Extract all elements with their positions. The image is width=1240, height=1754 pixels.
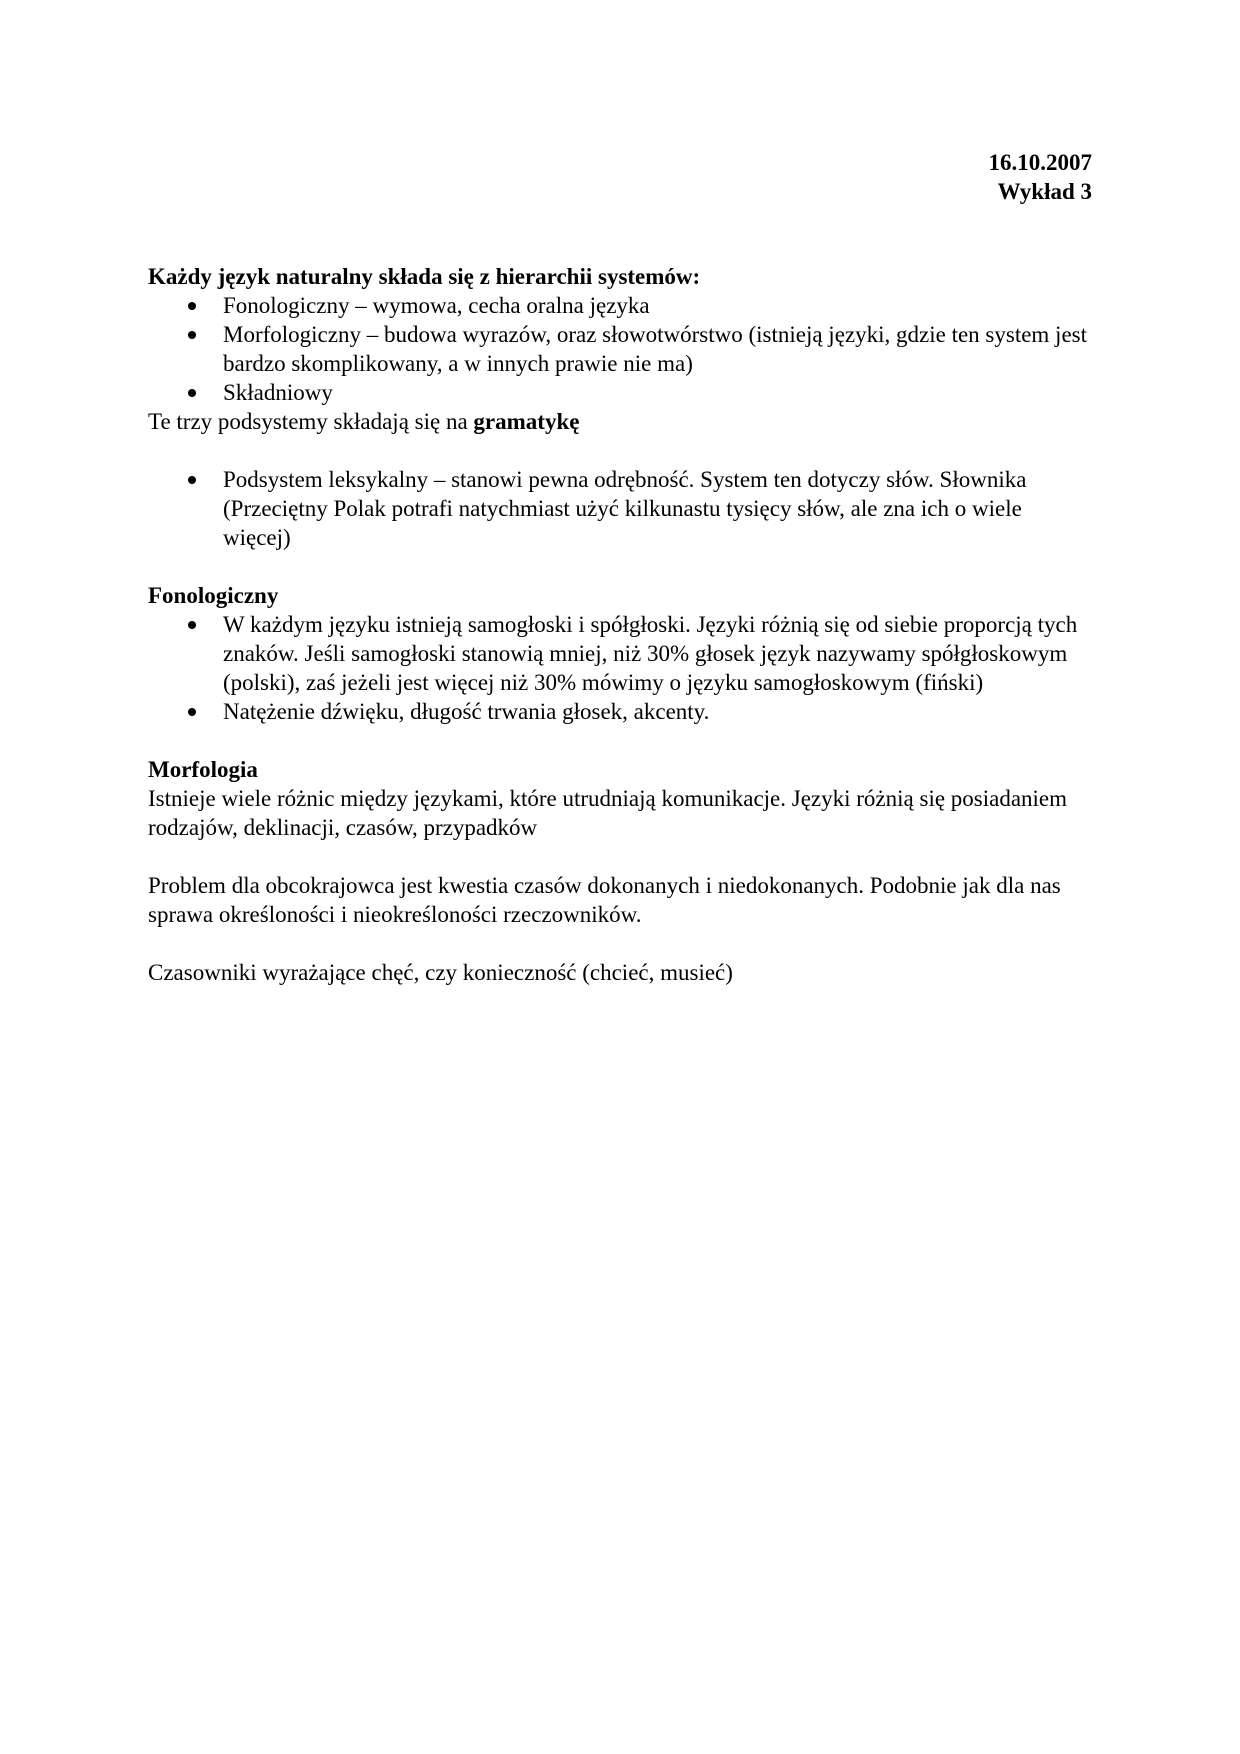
section-heading-phonology: Fonologiczny — [148, 583, 279, 608]
list-item: Natężenie dźwięku, długość trwania głosek, akcenty. — [148, 697, 1088, 726]
lexical-list — [148, 465, 1088, 552]
bullet-icon — [188, 389, 196, 397]
phonology-list — [148, 610, 1088, 726]
section-heading-morphology: Morfologia — [148, 757, 258, 782]
systems-list — [148, 291, 1088, 407]
grammar-summary: Te trzy podsystemy składają się na gramatykę — [148, 409, 580, 434]
bullet-icon — [188, 621, 196, 629]
date-label: 16.10.2007 — [988, 150, 1092, 175]
bullet-icon — [188, 302, 196, 310]
lecture-label: Wykład 3 — [997, 179, 1092, 204]
list-item: Składniowy — [148, 378, 1088, 407]
list-item: Morfologiczny – budowa wyrazów, oraz słowotwórstwo (istnieją języki, gdzie ten system jest bardzo skomplikowany, a w innych prawie nie ma) — [148, 320, 1088, 378]
list-item: Fonologiczny – wymowa, cecha oralna języka — [148, 291, 1088, 320]
morphology-paragraph-1: Istnieje wiele różnic między językami, które utrudniają komunikacje. Języki różnią się posiadaniem rodzajów, deklinacji, czasów, przypadków — [148, 786, 1068, 840]
list-item: W każdym języku istnieją samogłoski i spółgłoski. Języki różnią się od siebie proporcją tych znaków. Jeśli samogłoski stanowią mniej, niż 30% głosek język nazywamy spółgłoskowym (polski), zaś jeżeli jest więcej niż 30% mówimy o języku samogłoskowym (fiński) — [148, 610, 1088, 697]
morphology-paragraph-2: Problem dla obcokrajowca jest kwestia czasów dokonanych i niedokonanych. Podobnie jak dla nas sprawa określoności i nieokreśloności rzeczowników. — [148, 873, 1061, 927]
bullet-icon — [188, 331, 196, 339]
document-body — [148, 262, 1088, 987]
section-heading-systems: Każdy język naturalny składa się z hierarchii systemów: — [148, 264, 701, 289]
page-header — [989, 148, 1093, 206]
bullet-icon — [188, 476, 196, 484]
list-item: Podsystem leksykalny – stanowi pewna odrębność. System ten dotyczy słów. Słownika (Przeciętny Polak potrafi natychmiast użyć kilkunastu tysięcy słów, ale zna ich o wiele więcej) — [148, 465, 1088, 552]
bullet-icon — [188, 708, 196, 716]
morphology-paragraph-3: Czasowniki wyrażające chęć, czy konieczność (chcieć, musieć) — [148, 960, 733, 985]
